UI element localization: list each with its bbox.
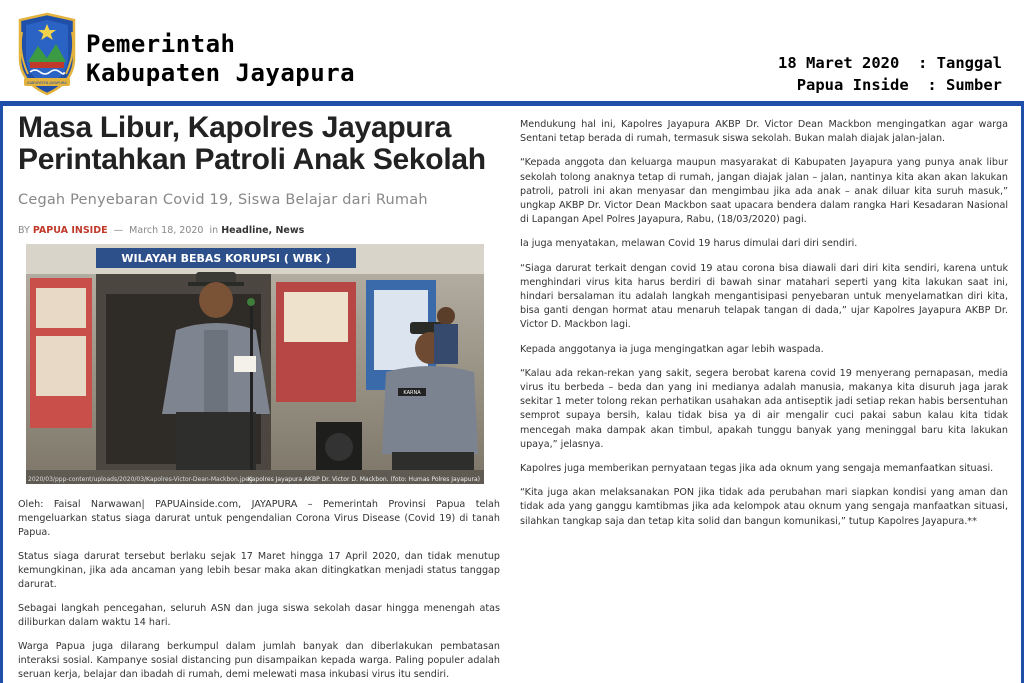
svg-text:KABUPATEN JAYAPURA: KABUPATEN JAYAPURA: [27, 81, 67, 85]
byline-by: BY: [18, 225, 30, 236]
article-paragraph: Status siaga darurat tersebut berlaku sejak 17 Maret hingga 17 April 2020, dan tidak menutup kemungkinan, jika ada ancaman yang lebih besar maka akan ditingkatkan menjadi status tanggap darurat.: [18, 551, 500, 590]
article-paragraph: “Kepada anggota dan keluarga maupun masyarakat di Kabupaten Jayapura yang punya anak libur sekolah tolong anaknya tetap di rumah, jangan diajak jalan – jalan, nantinya kita akan akan lakukan patroli, patroli ini akan menyasar dan mengimbau jika ada anak – anak diluar kita suruh masuk,” ungkap AKBP Dr. Victor Dean Mackbon saat upacara bendera dalam rangka Hari Kesadaran Nasional di Lapangan Apel Polres Jayapura, Rabu, (18/03/2020) pagi.: [520, 157, 1008, 226]
photo-caption-url: 2020/03/ppp-content/uploads/2020/03/Kapolres-Victor-Dean-Mackbon.jpeg: [28, 476, 253, 483]
kabupaten-jayapura-logo: [16, 12, 78, 96]
document-meta: [778, 52, 1002, 96]
svg-text:KARNA: KARNA: [403, 390, 421, 396]
article-right-column: [520, 118, 1008, 539]
source-row: [778, 74, 1002, 96]
byline-author[interactable]: PAPUA INSIDE: [32, 225, 108, 236]
article-paragraph: Oleh: Faisal Narwawan| PAPUAinside.com, JAYAPURA – Pemerintah Provinsi Papua telah mengeluarkan status siaga darurat untuk pengendalian Corona Virus Disease (Covid 19) di tanah Papua.: [18, 499, 500, 538]
article-paragraph: Sebagai langkah pencegahan, seluruh ASN dan juga siswa sekolah dasar hingga menengah atas diliburkan dalam waktu 14 hari.: [18, 603, 500, 628]
article-photo: [26, 244, 484, 484]
document-header: [0, 0, 1024, 103]
article-body-left: [18, 498, 500, 682]
header-divider: [0, 101, 1024, 106]
article-paragraph: “Siaga darurat terkait dengan covid 19 atau corona bisa diawali dari diri kita sendiri, karena untuk menghindari virus kita harus berdiri di bawah sinar matahari seperti yang kita lakukan saat ini, hindari bersalaman itu adalah langkah mengantisipasi penyebaran untuk menyelamatkan diri kita, bisa ganti dengan hormat atau menaruh telapak tangan di dada,” ujar Kapolres Jayapura AKBP Dr. Victor D. Mackbon lagi.: [520, 262, 1008, 331]
org-name-line1: Pemerintah: [86, 30, 236, 58]
byline-in: in: [209, 225, 219, 236]
article-paragraph: Warga Papua juga dilarang berkumpul dalam jumlah banyak dan diberlakukan pembatasan interaksi sosial. Kampanye sosial distancing pun disampaikan kepada warga. Paling populer adalah seruan kerja, belajar dan ibadah di rumah, demi melewati masa inkubasi virus itu sendiri.: [18, 641, 500, 680]
org-name-line2: Kabupaten Jayapura: [86, 59, 356, 87]
source-label: : Sumber: [927, 76, 1002, 94]
article-paragraph: Mendukung hal ini, Kapolres Jayapura AKBP Dr. Victor Dean Mackbon mengingatkan agar warga Sentani tetap berada di rumah, termasuk siswa sekolah. Bukan malah diajak jalan-jalan.: [520, 119, 1008, 145]
byline-categories[interactable]: Headline, News: [221, 225, 305, 236]
byline-date: March 18, 2020: [129, 225, 204, 236]
date-value: 18 Maret 2020: [778, 54, 900, 72]
article-paragraph: “Kita juga akan melaksanakan PON jika tidak ada perubahan mari siapkan kondisi yang aman dan tidak ada yang ganggu kamtibmas jika ada kelompok atau oknum yang sengaja manfaatkan situasi, silahkan tangkap saja dan tetap kita solid dan bangun komunikasi,” tutup Kapolres Jayapura.**: [520, 487, 1008, 527]
article-subheadline: Cegah Penyebaran Covid 19, Siswa Belajar dari Rumah: [18, 192, 428, 208]
article-headline: Masa Libur, Kapolres Jayapura Perintahkan Patroli Anak Sekolah: [18, 111, 486, 176]
article-paragraph: Kepada anggotanya ia juga mengingatkan agar lebih waspada.: [520, 343, 824, 355]
date-label: : Tanggal: [918, 54, 1002, 72]
date-row: [778, 52, 1002, 74]
article-paragraph: Kapolres juga memberikan pernyataan tegas jika ada oknum yang sengaja memanfaatkan situasi.: [520, 463, 994, 475]
source-value: Papua Inside: [796, 76, 909, 94]
byline-dash: —: [113, 225, 124, 236]
photo-caption: Kapolres Jayapura AKBP Dr. Victor D. Mackbon. (foto: Humas Polres Jayapura): [247, 476, 480, 483]
svg-text:WILAYAH BEBAS KORUPSI ( WBK ): WILAYAH BEBAS KORUPSI ( WBK ): [121, 252, 331, 265]
article-left-column: [18, 112, 500, 683]
article-paragraph: “Kalau ada rekan-rekan yang sakit, segera berobat karena covid 19 menyerang pernapasan, media virus itu berbeda – beda dan yang ini medianya adalah manusia, makanya kita disuruh jaga jarak sekitar 1 meter tolong rekan perhatikan usahakan ada antiseptik jadi setiap rekan habis bersentuhan semprot supaya bersih, kalau tidak bisa ya di air mengalir cuci pakai sabun kalau kita tidak mencegah maka dampak akan timbul, apakah tunggu banyak yang meninggal baru kita lakukan upaya,” jelasnya.: [520, 367, 1008, 450]
article-paragraph: Ia juga menyatakan, melawan Covid 19 harus dimulai dari diri sendiri.: [520, 238, 858, 250]
frame-left-border: [0, 101, 3, 683]
article-byline: [18, 225, 500, 236]
organization-name: [86, 30, 355, 88]
